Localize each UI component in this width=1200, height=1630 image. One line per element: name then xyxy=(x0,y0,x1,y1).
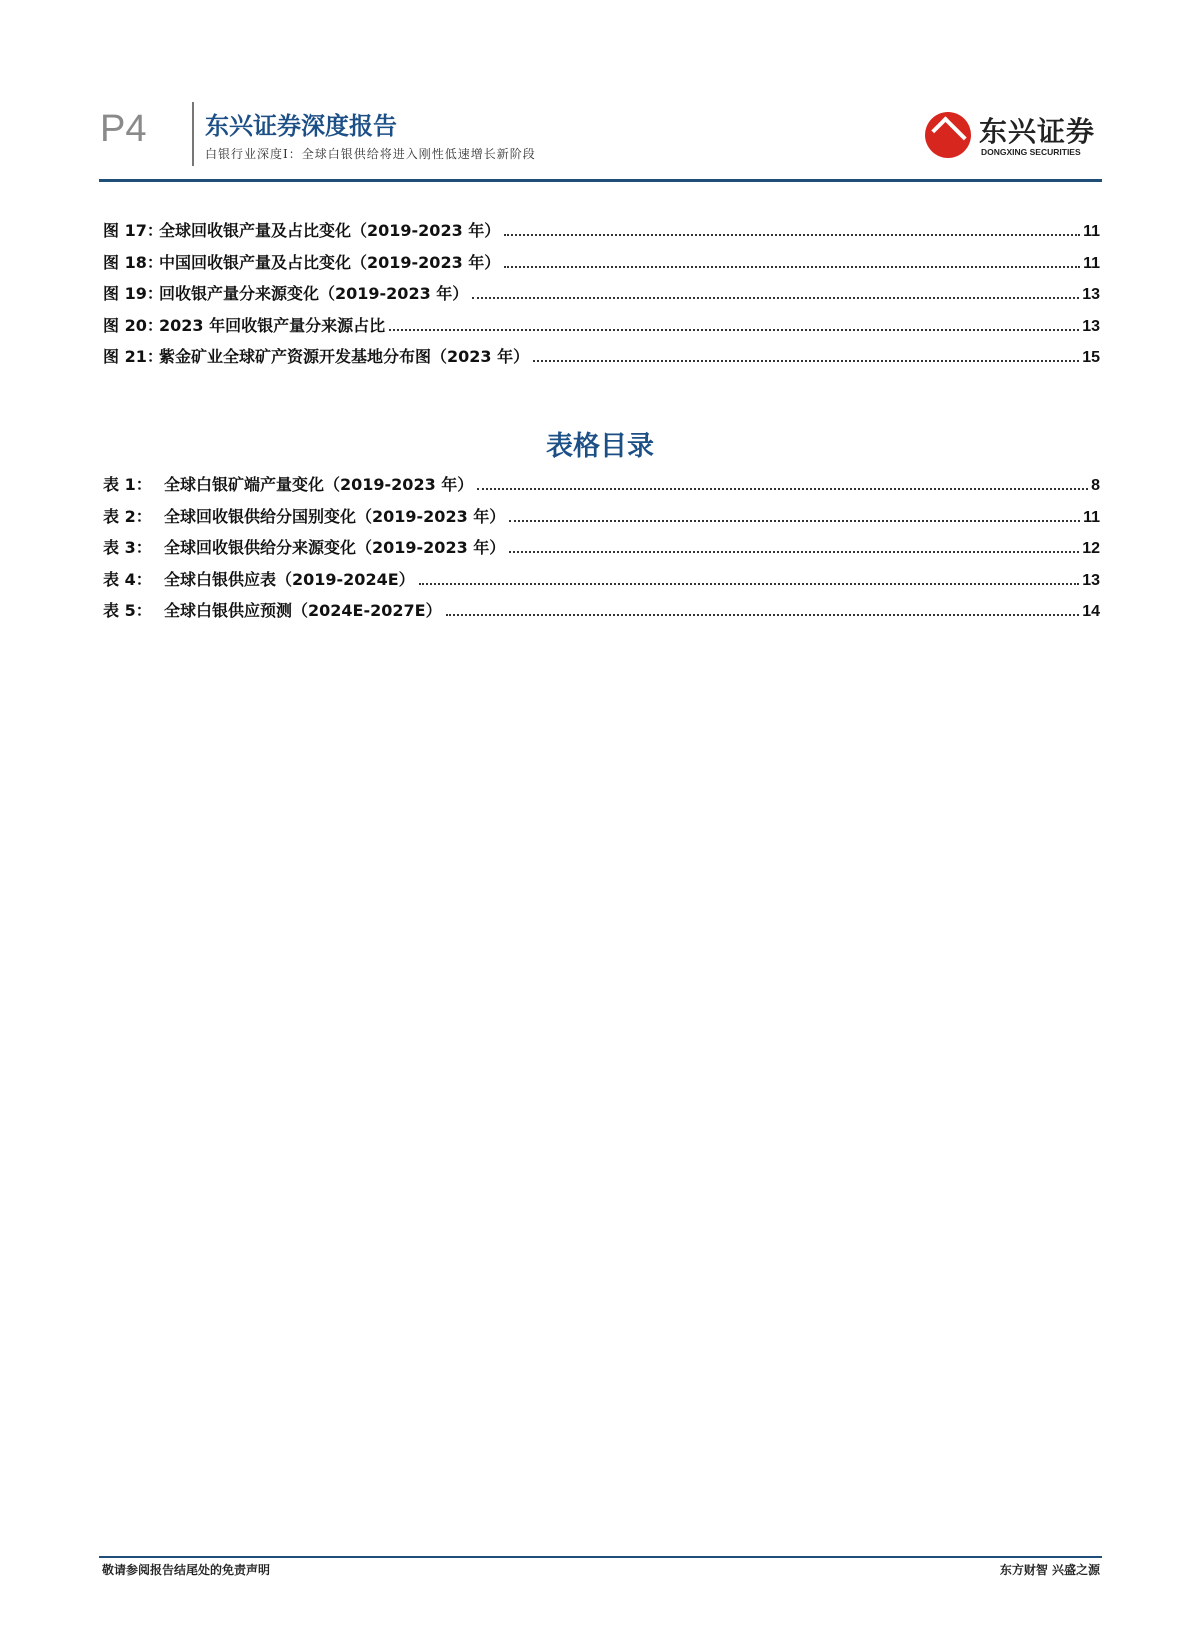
dot-leader xyxy=(504,266,1080,268)
entry-page: 14 xyxy=(1082,603,1100,621)
entry-number: 表 4： xyxy=(103,569,152,589)
entry-title: 中国回收银产量及占比变化（2019-2023 年） xyxy=(159,252,501,272)
dot-leader xyxy=(446,614,1080,616)
toc-entry[interactable] xyxy=(103,250,1100,282)
header-rule xyxy=(99,179,1102,182)
entry-number: 表 2： xyxy=(103,506,152,526)
toc-entry[interactable] xyxy=(103,344,1100,376)
toc-entry[interactable] xyxy=(103,218,1100,250)
entry-page: 11 xyxy=(1083,223,1100,240)
dot-leader xyxy=(477,488,1088,490)
entry-number: 图 17： xyxy=(103,221,163,240)
footer-rule xyxy=(99,1556,1102,1558)
report-title: 东兴证券深度报告 xyxy=(205,112,397,140)
dot-leader xyxy=(472,297,1079,299)
toc-entry[interactable] xyxy=(103,281,1100,313)
logo-text-en: DONGXING SECURITIES xyxy=(981,147,1081,157)
dot-leader xyxy=(389,329,1079,331)
entry-title: 全球白银供应预测（2024E-2027E） xyxy=(164,601,442,621)
company-logo xyxy=(925,110,1105,162)
entry-page: 11 xyxy=(1083,254,1100,272)
entry-number: 图 19： xyxy=(103,284,163,304)
dot-leader xyxy=(419,583,1080,585)
toc-entry[interactable] xyxy=(103,472,1100,504)
toc-entry[interactable] xyxy=(103,313,1100,345)
dot-leader xyxy=(509,520,1080,522)
entry-title: 全球回收银产量及占比变化（2019-2023 年） xyxy=(159,221,501,240)
entry-title: 全球白银矿端产量变化（2019-2023 年） xyxy=(164,475,474,494)
entry-page: 11 xyxy=(1083,508,1100,526)
toc-entry[interactable] xyxy=(103,567,1100,599)
dot-leader xyxy=(533,360,1079,362)
entry-number: 表 1： xyxy=(103,475,152,494)
entry-page: 13 xyxy=(1082,317,1100,335)
entry-title: 全球回收银供给分来源变化（2019-2023 年） xyxy=(164,538,506,558)
table-toc xyxy=(103,472,1100,630)
entry-number: 图 20： xyxy=(103,315,163,335)
tables-heading: 表格目录 xyxy=(546,431,654,462)
entry-page: 12 xyxy=(1082,540,1100,558)
entry-number: 图 21： xyxy=(103,347,163,367)
footer-disclaimer: 敬请参阅报告结尾处的免责声明 xyxy=(102,1563,271,1577)
entry-title: 回收银产量分来源变化（2019-2023 年） xyxy=(159,284,469,304)
logo-mark-icon xyxy=(925,112,971,158)
entry-page: 13 xyxy=(1082,571,1100,589)
toc-entry[interactable] xyxy=(103,598,1100,630)
toc-entry[interactable] xyxy=(103,535,1100,567)
entry-number: 表 5： xyxy=(103,601,152,621)
entry-page: 15 xyxy=(1082,349,1100,367)
entry-page: 13 xyxy=(1082,286,1100,304)
entry-page: 8 xyxy=(1091,477,1100,494)
entry-number: 图 18： xyxy=(103,252,163,272)
figure-toc xyxy=(103,218,1100,376)
entry-title: 全球回收银供给分国别变化（2019-2023 年） xyxy=(164,506,506,526)
dot-leader xyxy=(509,551,1079,553)
entry-title: 紫金矿业全球矿产资源开发基地分布图（2023 年） xyxy=(159,347,530,367)
entry-title: 全球白银供应表（2019-2024E） xyxy=(164,569,415,589)
dot-leader xyxy=(504,234,1080,236)
page-number: P4 xyxy=(100,108,147,150)
logo-text-cn: 东兴证券 xyxy=(979,115,1096,148)
header-divider xyxy=(192,102,194,166)
toc-entry[interactable] xyxy=(103,504,1100,536)
report-subtitle: 白银行业深度Ⅰ：全球白银供给将进入刚性低速增长新阶段 xyxy=(205,147,536,161)
entry-number: 表 3： xyxy=(103,538,152,558)
entry-title: 2023 年回收银产量分来源占比 xyxy=(159,315,386,335)
footer-slogan: 东方财智 兴盛之源 xyxy=(999,1563,1100,1577)
